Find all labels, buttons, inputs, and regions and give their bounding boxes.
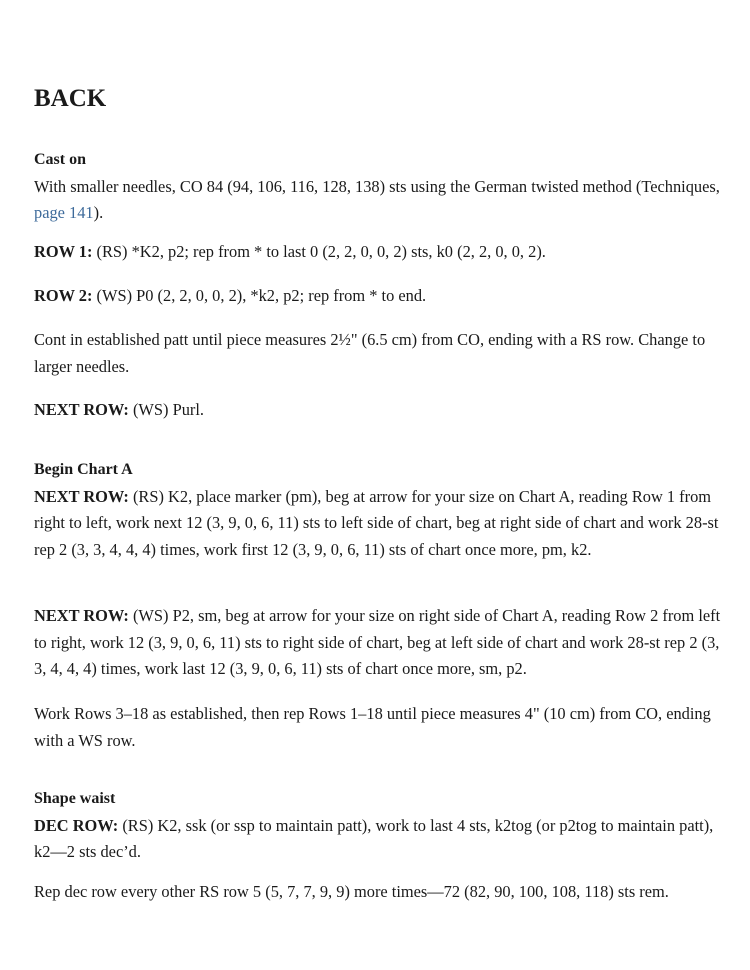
next-row-purl-label: NEXT ROW: (34, 400, 129, 419)
continue-paragraph: Cont in established patt until piece measures 2½" (6.5 cm) from CO, ending with a RS row. Change to larger needles. (34, 330, 706, 376)
chart-a-ws-paragraph (34, 603, 724, 683)
shape-waist-subheading: Shape waist (34, 790, 116, 807)
cast-on-paragraph (34, 146, 724, 227)
chart-a-subheading: Begin Chart A (34, 461, 133, 478)
rep-dec-paragraph: Rep dec row every other RS row 5 (5, 7, 7, 9, 9) more times—72 (82, 90, 100, 108, 118) sts rem. (34, 882, 669, 901)
cast-on-text: With smaller needles, CO 84 (94, 106, 116, 128, 138) sts using the German twisted method (Techniques, (34, 176, 720, 196)
chart-a-rs-label: NEXT ROW: (34, 486, 129, 506)
row-2-paragraph (34, 283, 724, 310)
chart-a-ws-label: NEXT ROW: (34, 606, 129, 625)
cast-on-text-end: ). (93, 203, 104, 222)
cast-on-subheading: Cast on (34, 151, 87, 168)
page-141-link[interactable]: page 141 (34, 203, 94, 222)
chart-a-rs-paragraph (34, 456, 724, 563)
row-1-text: (RS) *K2, p2; rep from * to last 0 (2, 2, 0, 0, 2) sts, k0 (2, 2, 0, 0, 2). (92, 242, 546, 261)
chart-a-ws-text: (WS) P2, sm, beg at arrow for your size on right side of Chart A, reading Row 2 from left to right, work 12 (3, 9, 0, 6, 11) sts to right side of chart, beg at left side of chart and work 28-st rep 2 (3, 3, 4, 4, 4) times, work last 12 (3, 9, 0, 6, 11) sts of chart once more, sm, p2. (34, 606, 721, 678)
next-row-purl-paragraph (34, 397, 724, 424)
chart-a-rs-text: (RS) K2, place marker (pm), beg at arrow for your size on Chart A, reading Row 1 from right to left, work next 12 (3, 9, 0, 6, 11) sts to left side of chart, beg at right side of chart and work 28-st rep 2 (3, 3, 4, 4, 4) times, work first 12 (3, 9, 0, 6, 11) sts of chart once more, pm, k2. (34, 486, 719, 559)
row-1-label: ROW 1: (34, 242, 93, 261)
row-2-text: (WS) P0 (2, 2, 0, 0, 2), *k2, p2; rep from * to end. (92, 286, 427, 305)
row-1-paragraph (34, 239, 724, 266)
next-row-purl-text: (WS) Purl. (128, 400, 204, 419)
work-rows-paragraph: Work Rows 3–18 as established, then rep Rows 1–18 until piece measures 4" (10 cm) from CO, ending with a WS row. (34, 704, 711, 750)
section-heading: BACK (34, 85, 107, 112)
dec-row-label: DEC ROW: (34, 815, 119, 835)
shape-waist-paragraph (34, 785, 724, 866)
dec-row-text: (RS) K2, ssk (or ssp to maintain patt), work to last 4 sts, k2tog (or p2tog to maintain patt), k2—2 sts dec’d. (34, 815, 714, 861)
row-2-label: ROW 2: (34, 286, 93, 305)
